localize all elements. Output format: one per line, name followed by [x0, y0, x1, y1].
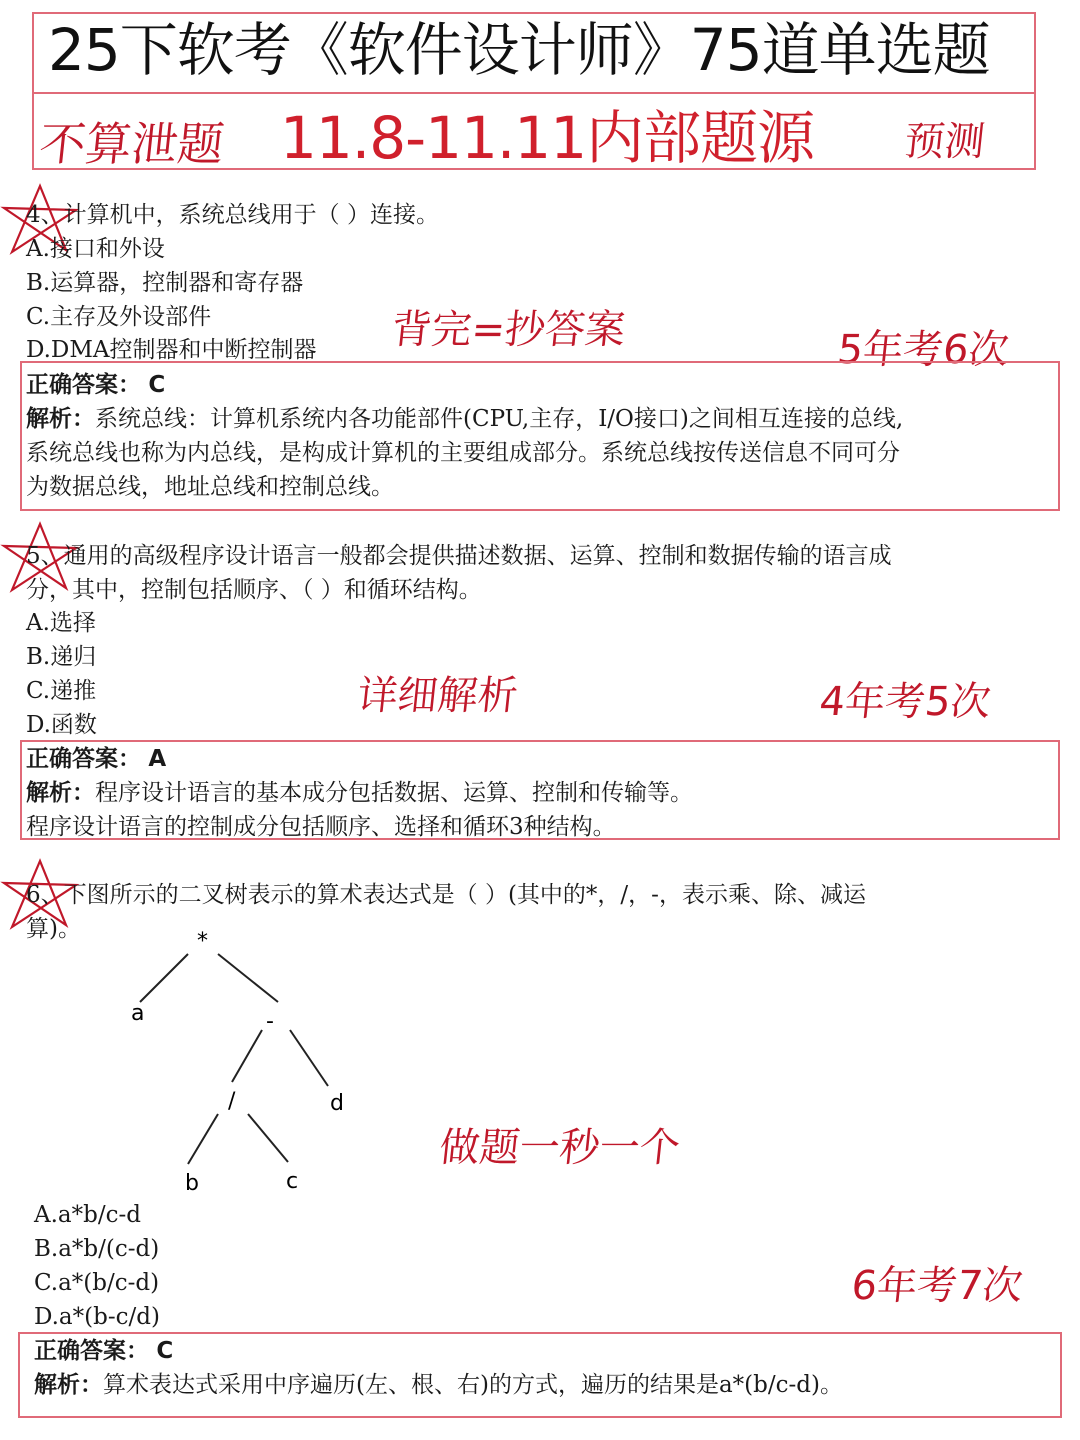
question-stem-4: 4、计算机中，系统总线用于（ ）连接。	[26, 202, 439, 228]
answer-label: 正确答案：	[26, 372, 141, 398]
question-stem-6: 6、下图所示的二叉树表示的算术表达式是（ ）(其中的*，/，-，表示乘、除、减运	[26, 882, 866, 908]
option-a: A.接口和外设	[26, 236, 165, 262]
analysis-text: 程序设计语言的控制成分包括顺序、选择和循环3种结构。	[26, 814, 616, 840]
tree-edge	[232, 1030, 262, 1082]
answer-line	[34, 1334, 173, 1368]
tree-edge	[290, 1030, 328, 1086]
analysis-label: 解析：	[26, 406, 95, 432]
answer-value: C	[156, 1338, 174, 1364]
answer-line	[26, 742, 166, 776]
option-a: A.选择	[26, 610, 96, 636]
option-d: D.a*(b-c/d)	[34, 1304, 160, 1330]
tree-node-b: b	[185, 1171, 199, 1196]
analysis-text: 系统总线也称为内总线，是构成计算机的主要组成部分。系统总线按传送信息不同可分	[26, 440, 900, 466]
tree-edge	[188, 1114, 218, 1164]
binary-tree-diagram	[100, 920, 400, 1210]
answer-line	[26, 368, 165, 402]
tree-node-divide: /	[228, 1089, 236, 1114]
note-q5-frequency: 4年考5次	[817, 679, 993, 725]
question-stem-5: 5、通用的高级程序设计语言一般都会提供描述数据、运算、控制和数据传输的语言成	[26, 543, 892, 569]
option-c: C.递推	[26, 678, 97, 704]
tree-node-d: d	[330, 1091, 344, 1116]
tree-node-minus: -	[266, 1009, 274, 1034]
analysis-line	[26, 402, 903, 436]
analysis-line	[26, 776, 693, 810]
answer-value: A	[148, 746, 167, 772]
note-not-leak: 不算泄题	[36, 117, 227, 171]
page-title: 25下软考《软件设计师》75道单选题	[48, 16, 990, 84]
analysis-label: 解析：	[26, 780, 95, 806]
tree-edge	[140, 954, 188, 1002]
note-q6-frequency: 6年考7次	[849, 1263, 1025, 1309]
tree-edge	[218, 954, 278, 1002]
note-predict: 预测	[902, 119, 988, 165]
question-stem-5: 分，其中，控制包括顺序、（ ）和循环结构。	[26, 577, 482, 603]
analysis-text: 为数据总线，地址总线和控制总线。	[26, 474, 394, 500]
analysis-text: 系统总线：计算机系统内各功能部件(CPU,主存，I/O接口)之间相互连接的总线,	[95, 406, 904, 432]
note-speed: 做题一秒一个	[437, 1125, 683, 1171]
option-c: C.a*(b/c-d)	[34, 1270, 160, 1296]
analysis-label: 解析：	[34, 1372, 103, 1398]
answer-label: 正确答案：	[26, 746, 141, 772]
header-divider	[32, 92, 1036, 94]
option-d: D.函数	[26, 712, 97, 738]
option-b: B.a*b/(c-d)	[34, 1236, 160, 1262]
option-c: C.主存及外设部件	[26, 304, 212, 330]
analysis-line	[34, 1368, 843, 1402]
tree-node-a: a	[131, 1001, 145, 1026]
option-b: B.运算器，控制器和寄存器	[26, 270, 304, 296]
note-memorize: 背完=抄答案	[389, 307, 628, 353]
tree-node-c: c	[286, 1169, 299, 1194]
option-b: B.递归	[26, 644, 97, 670]
answer-value: C	[148, 372, 166, 398]
note-q4-frequency: 5年考6次	[835, 327, 1011, 373]
option-a: A.a*b/c-d	[34, 1202, 141, 1228]
question-stem-6: 算)。	[26, 916, 81, 942]
option-d: D.DMA控制器和中断控制器	[26, 337, 317, 363]
note-detailed: 详细解析	[355, 673, 521, 719]
tree-edge	[248, 1114, 288, 1162]
page-subtitle: 11.8-11.11内部题源	[280, 104, 815, 172]
analysis-text: 程序设计语言的基本成分包括数据、运算、控制和传输等。	[95, 780, 693, 806]
analysis-text: 算术表达式采用中序遍历(左、根、右)的方式，遍历的结果是a*(b/c-d)。	[103, 1372, 843, 1398]
tree-node-root: *	[197, 929, 208, 954]
answer-label: 正确答案：	[34, 1338, 149, 1364]
